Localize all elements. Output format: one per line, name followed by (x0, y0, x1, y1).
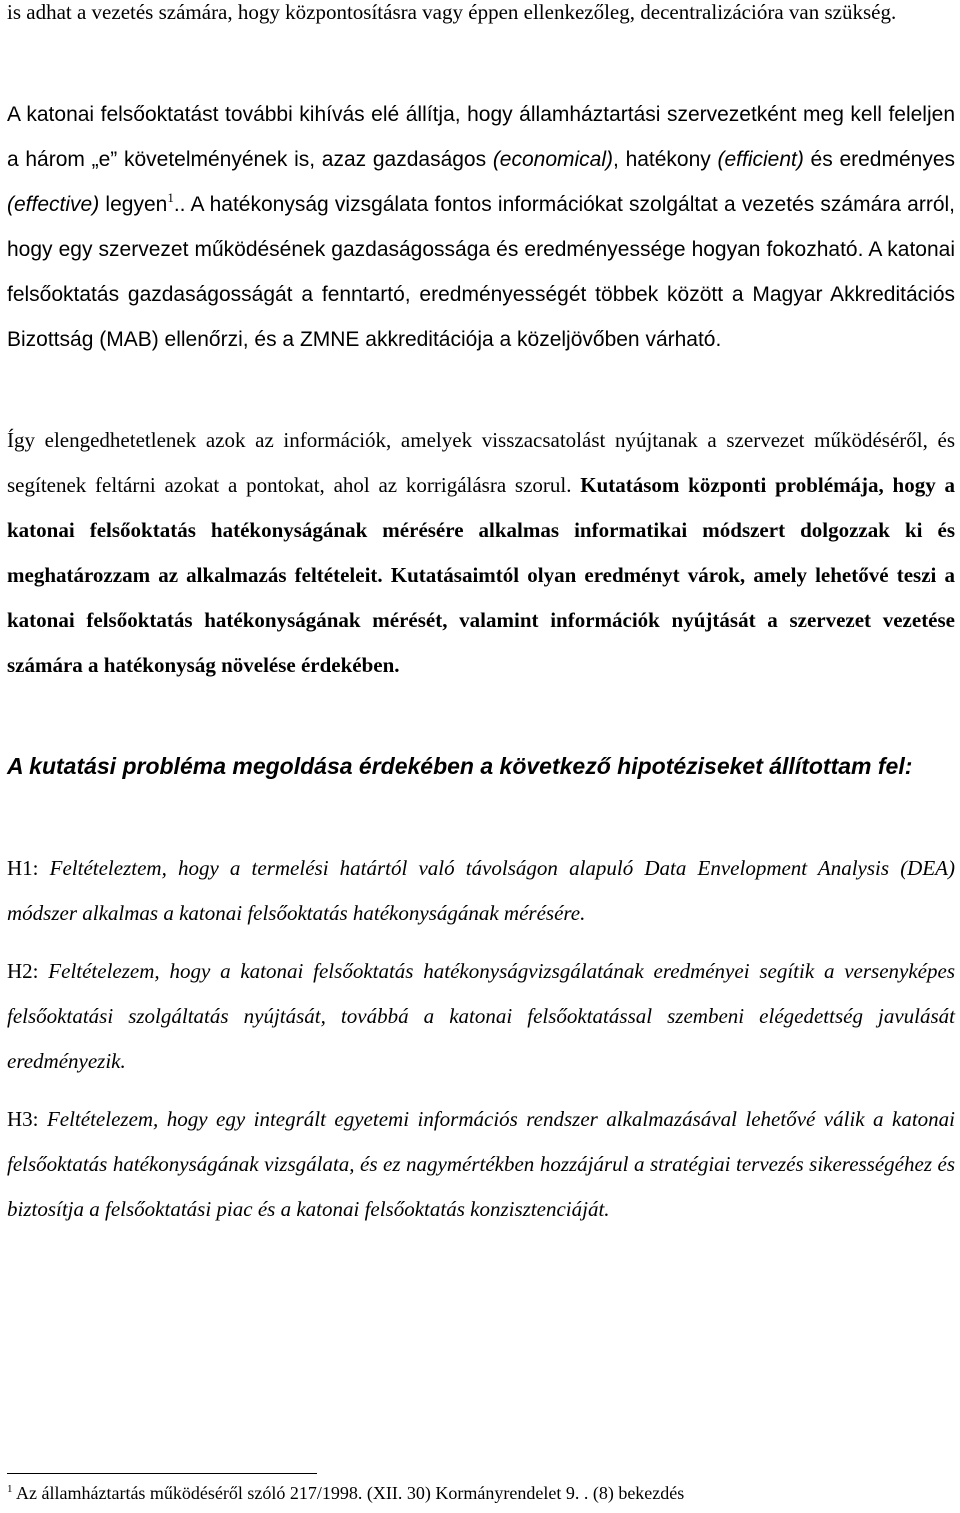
footnote-reference[interactable]: 1 (167, 190, 174, 205)
hypothesis-h2-label: H2: (7, 959, 49, 983)
footnote-number: 1 (7, 1483, 13, 1495)
hypotheses-heading: A kutatási probléma megoldása érdekében a következő hipotéziseket állítottam fel: (7, 753, 913, 779)
hypothesis-h3-label: H3: (7, 1107, 47, 1131)
efficiency-text-e: . (173, 193, 180, 216)
hypothesis-h1-text: Feltételeztem, hogy a termelési határtól való távolságon alapuló Data Envelopment Analysis (DEA) módszer alkalmas a katonai felsőoktatás hatékonyságának mérésére. (7, 856, 955, 925)
hypothesis-h1-label: H1: (7, 856, 50, 880)
efficiency-text-f: . A hatékonyság vizsgálata fontos információkat szolgáltat a vezetés számára arról, hogy egy szervezet működésének gazdaságossága és eredményessége hogyan fokozható. A katonai felsőoktatás gazdaságosságát a fenntartó, eredményességét többek között a Magyar Akkreditációs Bizottság (MAB) ellenőrzi, és a ZMNE akkreditációja a közeljövőben várható. (7, 193, 956, 351)
hypothesis-h3 (7, 1097, 955, 1232)
economical-term: (economical) (492, 148, 614, 171)
hypothesis-h1 (7, 846, 955, 936)
efficiency-text-d: legyen (99, 193, 168, 216)
efficient-term: (efficient) (717, 148, 804, 171)
footnote-separator (7, 1473, 317, 1474)
research-context-text: Így elengedhetetlenek azok az információk, amelyek visszacsatolást nyújtanak a szervezet működéséről, és segítenek feltárni azokat a pontokat, ahol az korrigálásra szorul. (7, 428, 955, 497)
efficiency-text-b: , hatékony (613, 148, 718, 171)
hypothesis-h2 (7, 949, 955, 1084)
efficiency-text-c: és eredményes (803, 148, 955, 171)
paragraph-intro-text: is adhat a vezetés számára, hogy központosításra vagy éppen ellenkezőleg, decentralizációra van szükség. (7, 0, 897, 24)
footnote (7, 1481, 684, 1505)
footnote-text: Az államháztartás működéséről szóló 217/1998. (XII. 30) Kormányrendelet 9. . (8) bekezdés (12, 1483, 685, 1503)
hypothesis-h3-text: Feltételezem, hogy egy integrált egyetemi információs rendszer alkalmazásával lehetővé válik a katonai felsőoktatás hatékonyságának vizsgálata, és ez nagymértékben hozzájárul a stratégiai tervezés sikerességéhez és biztosítja a felsőoktatási piac és a katonai felsőoktatás konzisztenciáját. (7, 1107, 955, 1221)
paragraph-research-problem (7, 418, 955, 688)
efficiency-text-a: A katonai felsőoktatást további kihívás elé állítja, hogy államháztartási szervezetként meg kell feleljen a három „e” követelményének is, azaz gazdaságos (7, 103, 955, 171)
paragraph-intro (7, 0, 955, 35)
research-problem-text: Kutatásom központi problémája, hogy a katonai felsőoktatás hatékonyságának mérésére alkalmas informatikai módszert dolgozzak ki és meghatározzam az alkalmazás feltételeit. Kutatásaimtól olyan eredményt várok, amely lehetővé teszi a katonai felsőoktatás hatékonyságának mérését, valamint információk nyújtását a szervezet vezetése számára a hatékonyság növelése érdekében. (7, 473, 955, 677)
hypothesis-h2-text: Feltételezem, hogy a katonai felsőoktatás hatékonyságvizsgálatának eredményei segítik a versenyképes felsőoktatási szolgáltatás nyújtását, továbbá a katonai felsőoktatással szembeni elégedettség javulását eredményezik. (7, 959, 955, 1073)
effective-term: (effective) (7, 193, 100, 216)
paragraph-efficiency (7, 92, 955, 362)
